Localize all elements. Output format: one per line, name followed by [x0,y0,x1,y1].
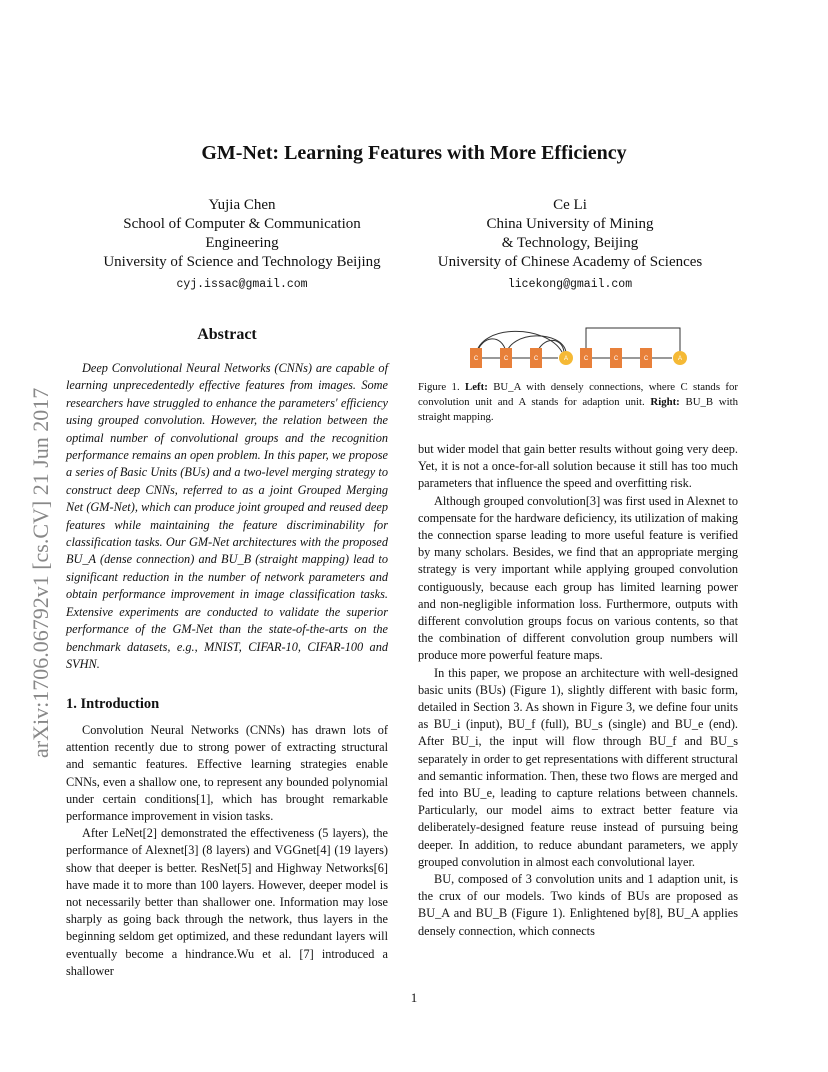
paragraph: After LeNet[2] demonstrated the effectiveness (5 layers), the performance of Alexnet[3] (8 layers) and VGGnet[4] (19 layers) show that deeper is better. ResNet[5] and Highway Networks[6] have made it to more than 100 layers. However, deeper model is not necessarily better than shallower one. Information may lose sharply as going back through the network, thus layers in the beginning seldom get optimized, and these redundant layers will eventually become a hindrance.Wu et al. [7] introduced a shallower [66,826,388,978]
page-number: 1 [410,990,418,1005]
abstract-text: Deep Convolutional Neural Networks (CNNs) are capable of learning unprecedentedly effective features from images. Some researchers have struggled to enhance the parameters' efficiency using grouped convolution. However, the relation between the optimal number of convolutional groups and the recognition performance remains an open problem. In this paper, we propose a series of Basic Units (BUs) and a two-level merging strategy to construct deep CNNs, referred to as a joint Grouped Merging Net (GM-Net), which can produce joint grouped and reused deep features while maintaining the feature discriminability for classification tasks. Our GM-Net architectures with the proposed BU_A (dense connection) and BU_B (straight mapping) lead to significant reduction in the number of network parameters and obtain performance improvement in image classification tasks. Extensive experiments are conducted to validate the superior performance of the GM-Net than the state-of-the-arts on the benchmark datasets, e.g., MNIST, CIFAR-10, CIFAR-100 and SVHN. [66,361,388,671]
conv-label: C [533,356,539,362]
arxiv-side-stamp [18,290,58,760]
figure-1-diagram [466,322,698,372]
conv-label: C [503,356,509,362]
author-name: Yujia Chen [208,197,276,213]
author-affiliation: School of Computer & Communication [123,216,361,232]
caption-right-label: Right: [650,396,680,408]
author-block-1 [82,196,402,294]
adapt-label: A [563,356,569,362]
author-email[interactable]: cyj.issac@gmail.com [176,278,308,291]
conv-label: C [583,356,589,362]
author-email[interactable]: licekong@gmail.com [507,278,633,291]
paragraph: Although grouped convolution[3] was first used in Alexnet to compensate for the hardware deficiency, its utilization of making the connection sparse leading to more useful feature is verified by many scholars. Besides, we find that an appropriate merging strategy is very important while applying grouped convolution contiguously, because each group has limited learning power and non-negligible information loss. Furthermore, outputs with different convolution groups focus on various contents, so that the combination of different convolution group numbers will produce more powerful feature maps. [418,493,738,663]
right-column [418,441,738,940]
caption-left-text: BU_A with densely connections, where C stands for convolution unit and A stands for adaption unit. [418,381,738,408]
section-heading: 1. Introduction [66,696,160,712]
left-column [66,722,388,980]
arxiv-stamp-text: arXiv:1706.06792v1 [cs.CV] 21 Jun 2017 [28,387,53,758]
paragraph: In this paper, we propose an architecture with well-designed basic units (BUs) (Figure 1), slightly different with basic form, detailed in Section 3. As shown in Figure 3, we define four units as BU_i (input), BU_f (full), BU_s (single) and BU_e (end). After BU_i, the input will flow through BU_f and BU_s separately in order to get representations with different structural and semantic information. Then, these two flows are merged and fed into BU_e, leading to capture relations between channels. Particularly, our model aims to extract better feature via deliberately-designed feature reuse instead of pursuing being deeper. In addition, to reduce abundant parameters, we apply grouped convolution in almost each convolutional layer. [418,665,738,869]
adapt-label: A [677,356,683,362]
conv-label: C [643,356,649,362]
author-affiliation: University of Chinese Academy of Sciences [437,254,703,270]
caption-right-text: BU_B with straight mapping. [418,396,738,423]
paragraph: Convolution Neural Networks (CNNs) has drawn lots of attention recently due to strong power of extracting structural and semantic features. Effective learning strategies enable CNNs, even a shallow one, to represent any bounded polynomial under certain conditions[1], which has brought remarkable performance improvement in vision tasks. [66,723,388,824]
author-affiliation: China University of Mining [486,216,654,232]
paper-title: GM-Net: Learning Features with More Efficiency [201,142,627,164]
paragraph: BU, composed of 3 convolution units and 1 adaption unit, is the crux of our models. Two kinds of BUs are proposed as BU_A and BU_B (Figure 1). Enlightened by[8], BU_A applies densely connection, which connects [418,872,738,938]
caption-prefix: Figure 1. [418,381,460,393]
paragraph: but wider model that gain better results without going very deep. Yet, it is not a once-for-all solution because it still has too much parameters that influence the speed and overfitting risk. [418,442,738,491]
author-block-2 [420,196,720,294]
author-affiliation: University of Science and Technology Beijing [103,254,381,270]
author-name: Ce Li [553,197,587,213]
author-affiliation: & Technology, Beijing [501,235,639,251]
conv-label: C [473,356,479,362]
caption-left-label: Left: [465,381,488,393]
author-affiliation: Engineering [205,235,279,251]
figure-caption [418,380,738,425]
abstract-heading: Abstract [197,326,257,343]
conv-label: C [613,356,619,362]
